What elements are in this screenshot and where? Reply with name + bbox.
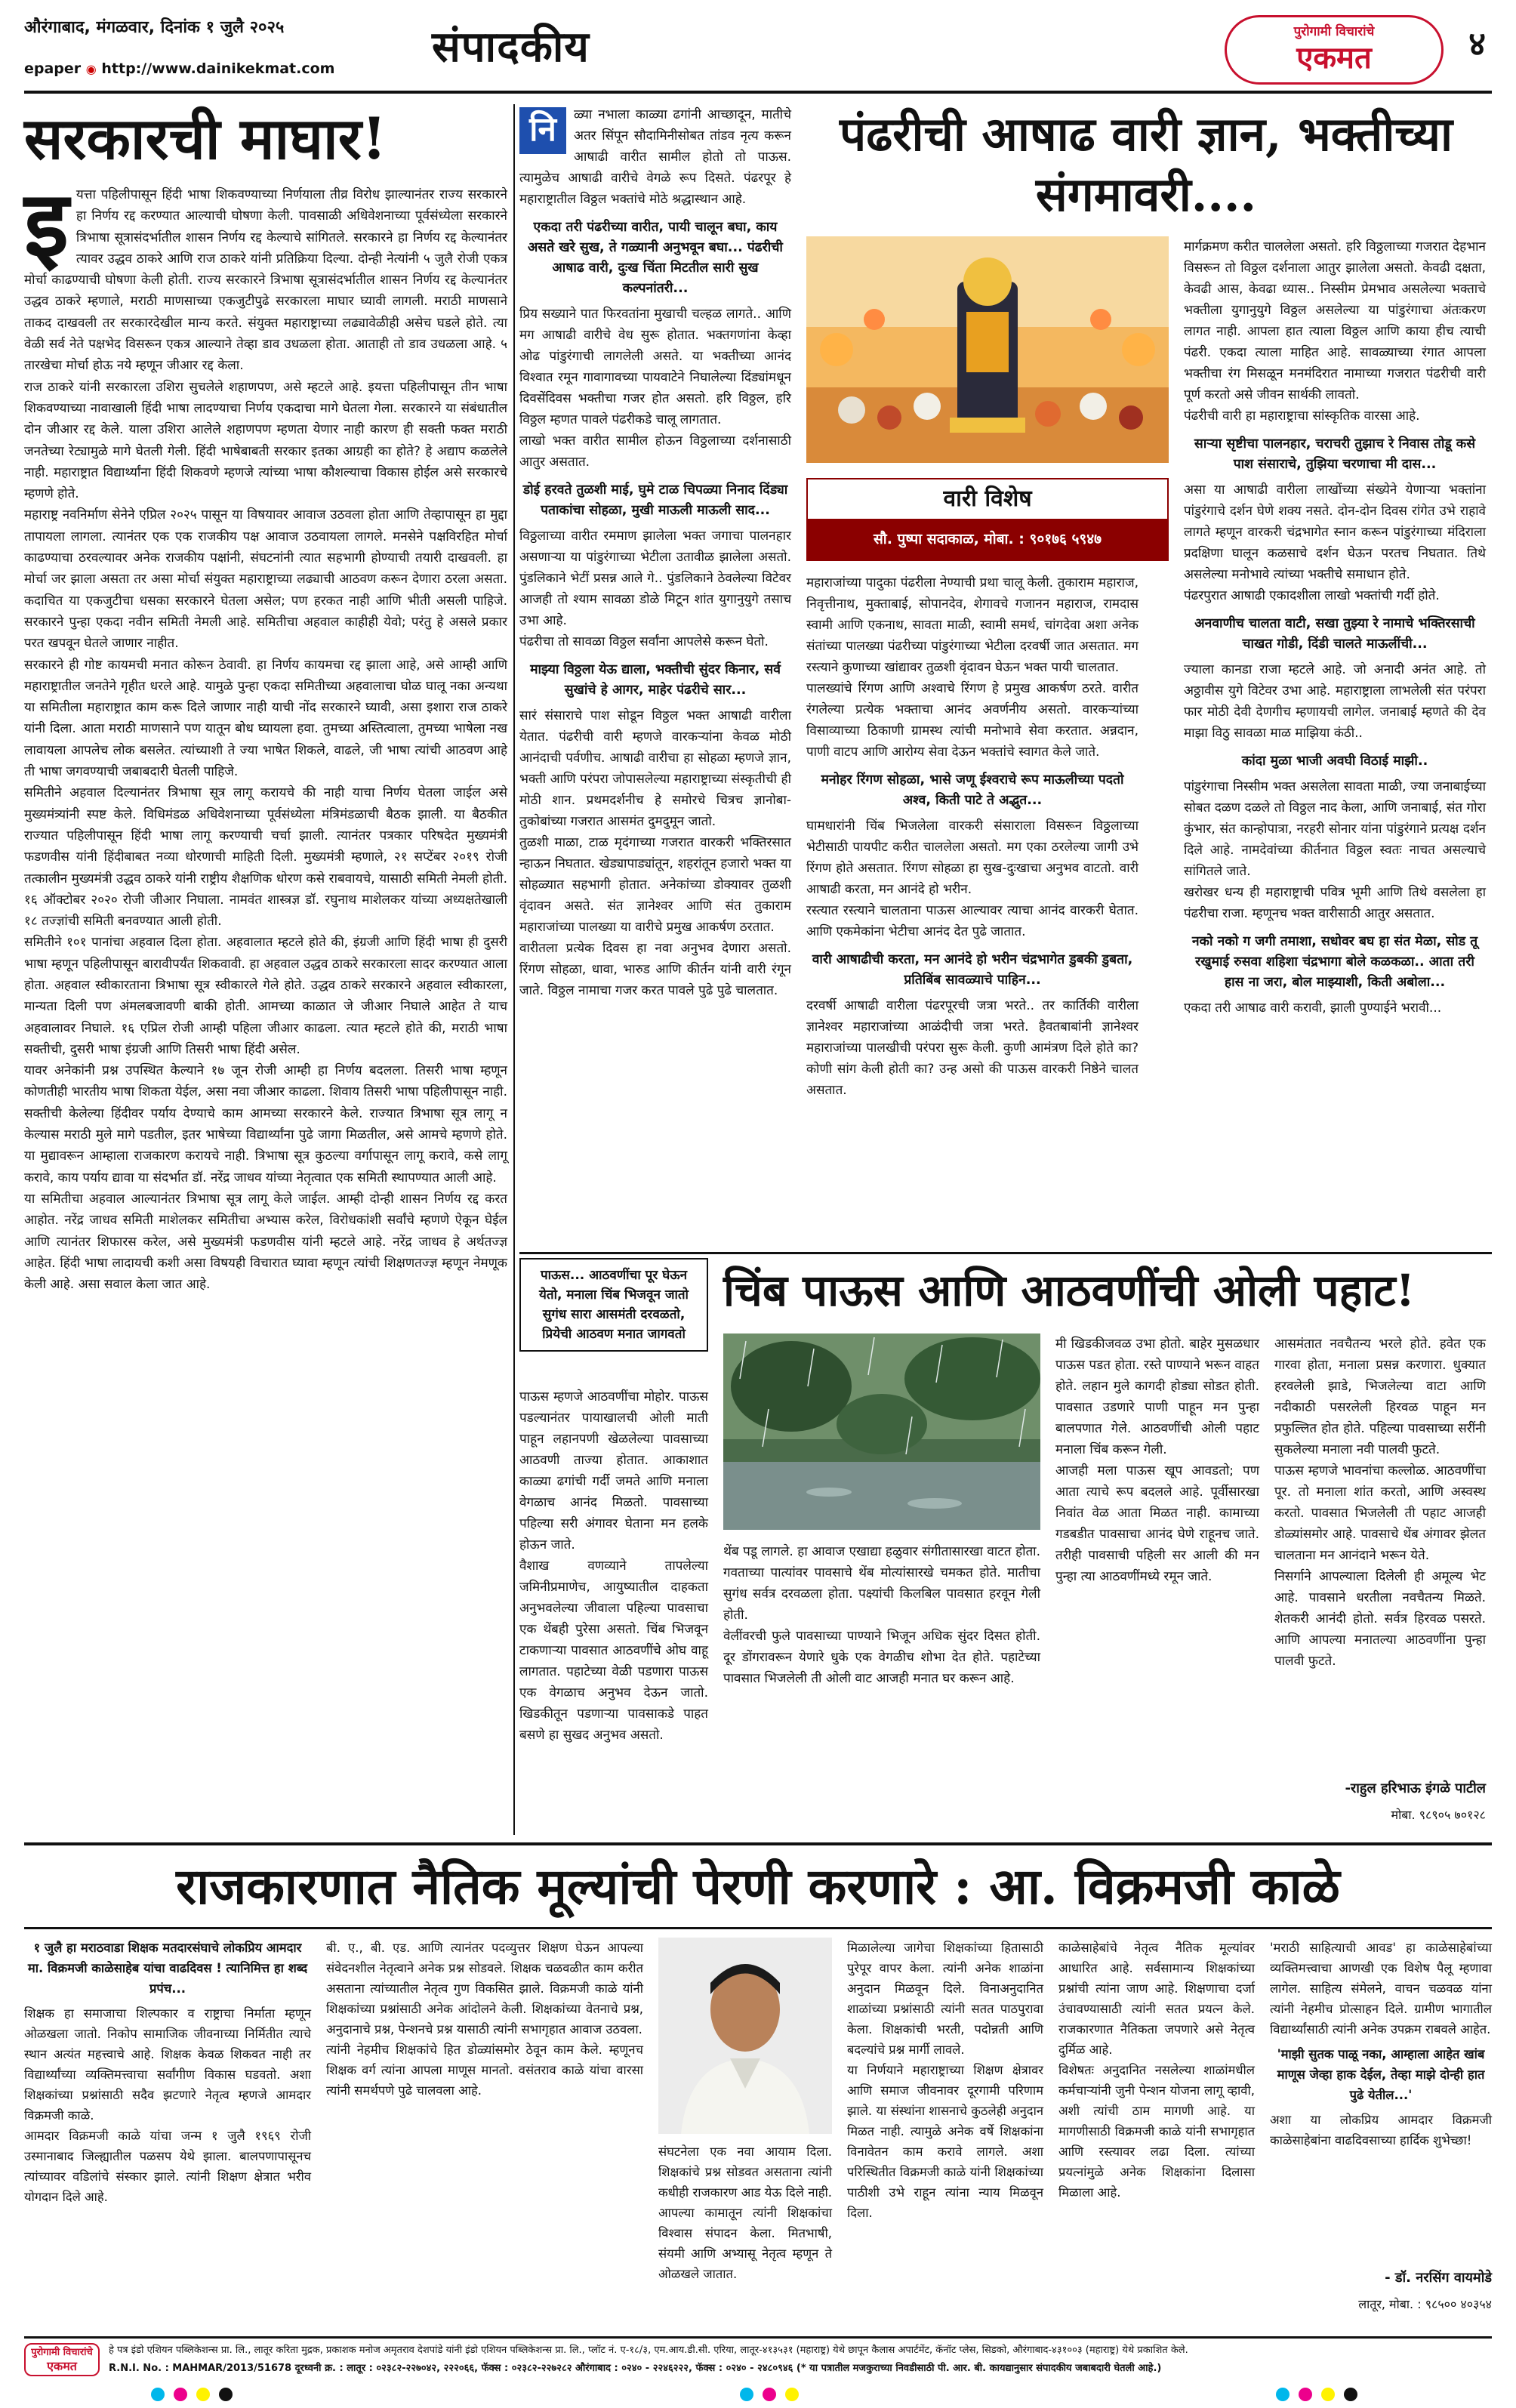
initial-badge: नि <box>519 107 566 154</box>
wari-column-3 <box>1184 236 1486 1019</box>
rain-column-2 <box>723 1541 1040 1689</box>
vikram-column-2 <box>326 1938 643 2101</box>
wari-feature <box>519 104 1492 1252</box>
registration-mark-icon <box>1276 2388 1290 2401</box>
editorial-paragraph: समितीने अहवाल दिल्यानंतर त्रिभाषा सूत्र लागू करायचे की नाही याचा निर्णय घेतला जाईल असे मुख्यमंत्र्यांनी स्पष्ट केले. विधिमंडळ अधिवेशनाच्या पूर्वसंध्येला मंत्रिमंडळाची बैठक झाली. या बैठकीत राज्यात पहिलीपासून हिंदी भाषा लागू करण्याची चर्चा झाली. त्यानंतर पत्रकार परिषदेत मुख्यमंत्री फडणवीस यांनी हिंदीबाबत नव्या धोरणाची माहिती दिली. मुख्यमंत्री म्हणाले, २१ सप्टेंबर २०१९ रोजी तत्कालीन मुख्यमंत्री उद्धव ठाकरे यांनी राष्ट्रीय शैक्षणिक धोरण कसे राबवायचे, यासाठी समिती नेमली होती. १६ ऑक्टोबर २०२० रोजी जीआर निघाला. नामवंत शास्त्रज्ञ डॉ. रघुनाथ माशेलकर यांच्या अध्यक्षतेखाली १८ तज्ज्ञांची समिती बनवण्यात आली होती. <box>24 785 507 930</box>
logo-tagline: पुरोगामी विचारांचे <box>1293 24 1375 39</box>
wari-subhead: कांदा मुळा भाजी अवघी विठाई माझी.. <box>1241 754 1428 769</box>
editorial-article <box>24 104 507 1295</box>
epaper-link[interactable] <box>24 60 417 77</box>
wari-paragraph: ज्याला कानडा राजा म्हटले आहे. जो अनादी अनंत आहे. तो अठ्ठावीस युगे विटेवर उभा आहे. महाराष्ट्राला लाभलेली संत परंपरा फार मोठी देवी देणगीच म्हणायची लागेल. जनाबाई म्हणते की देव माझा विठु सावळा माळ माझिया कंठी.. <box>1184 662 1486 741</box>
epaper-label: epaper <box>24 60 82 77</box>
wari-paragraph: मार्गक्रमण करीत चाललेला असतो. हरि विठ्ठलाच्या गजरात देहभान विसरून तो विठ्ठल दर्शनाला आतुर झालेला असतो. केवढी दक्षता, केवढी आस, केवढा ध्यास.. निस्सीम प्रेमभाव असलेल्या भक्ताचे भक्तीला युगानुयुगे विठ्ठल असलेल्या या पांडुरंगाचा अंतःकरण लागत नाही. आपला हात त्याला विठ्ठल आणि काया हीच त्याची पंढरी. एकदा त्याला माहित आहे. सावळ्याच्या रंगात आपला भक्तीचा रंग मिसळून मनमंदिरात नामाच्या गजरात पंढरीची वारी पूर्ण करतो असे जीवन सार्थकी लावतो. <box>1184 239 1486 402</box>
masthead-left <box>24 15 417 77</box>
section-divider <box>519 1252 1492 1254</box>
editorial-paragraph: राज ठाकरे यांनी सरकारला उशिरा सुचलेले शहाणपण, असे म्हटले आहे. इयत्ता पहिलीपासून तीन भाषा शिकवण्याच्या नावाखाली हिंदी भाषा लादण्याचा निर्णय एकदाचा मागे घेतला गेला. सरकारने या संबंधातील दोन जीआर रद्द केले. याला उशिरा आलेले शहाणपण म्हणता येणार नाही कारण ही सक्ती फक्त मराठी जनतेच्या रेट्यामुळे मागे घेतली गेली. हिंदी भाषेबाबती सरकार इतका आग्रही का होते? हे अद्याप कळलेले नाही. महाराष्ट्रात विद्यार्थ्यांना हिंदी शिकवणे म्हणजे त्यांच्या भाषा कौशल्याचा विकास होईल असे सरकारचे म्हणणे होते. <box>24 379 507 502</box>
vikram-column-4 <box>847 1938 1043 2223</box>
wari-paragraph: एकदा तरी आषाढ वारी करावी, झाली पुण्याईने भरावी... <box>1184 1001 1442 1016</box>
registration-mark-icon <box>1299 2388 1312 2401</box>
wari-subhead: डोई हरवते तुळशी माई, घुमे टाळ चिपळ्या निनाद दिंड्या पताकांचा सोहळा, मुखी माऊली माऊली साद... <box>522 483 788 518</box>
drop-cap: इ <box>24 172 69 277</box>
print-imprint <box>24 2336 1492 2379</box>
wari-paragraph: पंढरपुरात आषाढी एकादशीला लाखो भक्तांची गर्दी होते. <box>1184 588 1440 603</box>
wari-paragraph: खरोखर धन्य ही महाराष्ट्राची पवित्र भूमी आणि तिथे वसलेला हा पंढरीचा राजा. म्हणूनच भक्त वारीसाठी आतुर असतात. <box>1184 885 1486 921</box>
editorial-paragraph: महाराष्ट्र नवनिर्माण सेनेने एप्रिल २०२५ पासून या विषयावर आवाज उठवला होता आणि तेव्हापासून हा मुद्दा तापायला लागला. त्यानंतर एक एक राजकीय पक्ष आवाज उठवायला लागले. मनसेने पक्षविरहित मोर्चा काढण्याचा ठरवल्यावर अनेक राजकीय पक्षांनी, संघटनांनी त्यात सहभागी होण्याची तयारी दाखवली. हा मोर्चा जर झाला असता तर असा मोर्चा संयुक्त महाराष्ट्राच्या लढ्याची आठवण करून देणारा ठरला असता. कदाचित या एकजुटीचा धसका सरकारने घेतला असेल; पण हरकत नाही आणि भीती असली पाहिजे. सरकारने पुन्हा एकदा नवीन समिती नेमली आहे. समितीचा अहवाल काहीही येवो; परंतु हे असले प्रकार परत खपवून घेतले जाणार नाहीत. <box>24 507 507 652</box>
wari-paragraph: पालख्यांचे रिंगण आणि अश्वाचे रिंगण हे प्रमुख आकर्षण ठरते. वारीत रंगलेल्या प्रत्येक भक्ताचा आनंद अवर्णनीय असतो. वारकऱ्यांच्या विसाव्याच्या ठिकाणी ग्रामस्थ त्यांची मनोभावे सेवा करतात. अन्नदान, पाणी वाटप आणि आरोग्य सेवा देऊन भक्तांचे स्वागत केले जाते. <box>806 681 1139 760</box>
wari-subhead: साऱ्या सृष्टीचा पालनहार, चराचरी तुझाच रे निवास तोडू कसे पाश संसाराचे, तुझिया चरणाचा मी दास... <box>1194 436 1476 472</box>
wari-subhead: माझ्या विठ्ठला येऊ द्याला, भक्तीची सुंदर किनार, सर्व सुखांचे हे आगर, माहेर पंढरीचे सार... <box>530 662 781 698</box>
wari-column-1 <box>519 104 791 1001</box>
registration-mark-icon <box>174 2388 187 2401</box>
newspaper-logo <box>1225 15 1444 85</box>
rain-column-3 <box>1055 1333 1259 1587</box>
wari-intro: ळ्या नभाला काळ्या ढगांनी आच्छादून, मातीचे अतर सिंपून सौदामिनीसोबत तांडव नृत्य करून आषाढी वारीत सामील होतो तो पाऊस. त्यामुळेच आषाढी वारीचे वेगळे रूप दिसते. पंढरपूर हे महाराष्ट्रातील विठ्ठल भक्तांचे मोठे श्रद्धास्थान आहे. <box>519 107 791 207</box>
vikram-column-5 <box>1058 1938 1255 2203</box>
rainy-garden-image <box>723 1333 1040 1530</box>
logo-name: एकमत <box>1296 41 1372 76</box>
wari-column-2 <box>806 572 1139 1101</box>
wari-paragraph: दरवर्षी आषाढी वारीला पंढरपूरची जत्रा भरते.. तर कार्तिकी वारीला ज्ञानेश्वर महाराजांच्या आळंदीची जत्रा भरते. हैवतबाबांनी ज्ञानेश्वर महाराजांच्या पालखीची परंपरा सुरू केली. कुणी आमंत्रण दिले होते का? कोणी सांग केली होती का? उन्ह असो की पाऊस वारकरी निष्ठेने चालत असतात. <box>806 998 1139 1098</box>
wari-subhead: एकदा तरी पंढरीच्या वारीत, पायी चालून बघा, काय असते खरे सुख, ते गळ्यानी अनुभवून बघा... पंढरीची आषाढ वारी, दुःख चिंता मिटतील सारी सुख कल्पनांतरी... <box>528 220 783 296</box>
vikram-paragraph: बी. ए., बी. एड. आणि त्यानंतर पदव्युत्तर शिक्षण घेऊन आपल्या संवेदनशील नेतृत्वाने अनेक प्रश्न सोडवले. शिक्षक चळवळीत काम करीत असताना त्यांच्यातील नेतृत्व गुण विकसित झाले. विक्रमजी काळे यांनी शिक्षकांच्या प्रश्नांसाठी अनेक आंदोलने केली. शिक्षकांच्या वेतनाचे प्रश्न, अनुदानाचे प्रश्न, पेन्शनचे प्रश्न यासाठी त्यांनी सभागृहात आवाज उठवला. <box>326 1941 643 2036</box>
registration-marks <box>0 2388 1516 2403</box>
rain-photo <box>723 1333 1040 1530</box>
vikram-lead: १ जुलै हा मराठवाडा शिक्षक मतदारसंघाचे लोकप्रिय आमदार मा. विक्रमजी काळेसाहेब यांचा वाढदिवस ! त्यानिमित्त हा शब्द प्रपंच... <box>27 1941 308 1996</box>
wari-subhead: अनवाणीच चालता वाटी, सखा तुझ्या रे नामाचे भक्तिरसाची चाखत गोडी, दिंडी चालते माऊलींची... <box>1194 616 1475 652</box>
wari-paragraph: पांडुरंगाचा निस्सीम भक्त असलेला सावता माळी, ज्या जनाबाईच्या सोबत दळण दळले तो विठ्ठल नाद केला, आणि जनाबाई, संत गोरा कुंभार, संत कान्होपात्रा, नरहरी सोनार यांना पांडुरंगाने प्रत्यक्ष दर्शन दिले आहे. नामदेवांच्या कीर्तनात विठ्ठल स्वतः नाचत असल्याचे सांगितले जाते. <box>1184 779 1486 879</box>
vikram-paragraph: त्यांनी नेहमीच शिक्षकांचे हित डोळ्यांसमोर ठेवून काम केले. म्हणूनच शिक्षक वर्ग त्यांना आपला माणूस मानतो. वसंतराव काळे यांचा वारसा त्यांनी समर्थपणे पुढे चालवला आहे. <box>326 2043 643 2098</box>
rain-paragraph: थेंब पडू लागले. हा आवाज एखाद्या हळुवार संगीतासारखा वाटत होता. गवताच्या पात्यांवर पावसाचे थेंब मोत्यांसारखे चमकत होते. मातीचा सुगंध सर्वत्र दरवळला होता. पक्ष्यांची किलबिल पावसात हरवून गेली होती. <box>723 1544 1040 1623</box>
wari-subhead: मनोहर रिंगण सोहळा, भासे जणू ईश्वराचे रूप माऊलीच्या पदतो अश्व, किती पाटे ते अद्भुत... <box>821 772 1124 808</box>
vikram-column-1 <box>24 1938 311 2207</box>
wari-paragraph: विठ्ठलाच्या वारीत रममाण झालेला भक्त जगाचा पालनहार असणाऱ्या या पांडुरंगाच्या भेटीला उतावीळ झालेला असतो. पुंडलिकाने भेटीं प्रसन्न आले गे.. पुंडलिकाने ठेवलेल्या विटेवर आजही तो श्याम सावळा डोळे मिटून शांत युगानुयुगे तसाच उभा आहे. <box>519 529 791 628</box>
editorial-paragraph: समितीने १०१ पानांचा अहवाल दिला होता. अहवालात म्हटले होते की, इंग्रजी आणि हिंदी भाषा ही दुसरी भाषा म्हणून पहिलीपासून बारावीपर्यंत शिकवावी. हा अहवाल उद्धव ठाकरे सरकारला सादर करण्यात आला होता. अहवाल स्वीकारताना त्रिभाषा सूत्र स्वीकारले गेले होते. उद्धव ठाकरे सरकारने अहवाल स्वीकारला, मान्यता दिली पण अंमलबजावणी बाकी होती. आमच्या काळात जे जीआर निघाले आहेत ते याच अहवालावर निघाले. १६ एप्रिल रोजी आम्ही पहिला जीआर काढला. त्यात म्हटले होते की, मराठी भाषा सक्तीची, दुसरी भाषा इंग्रजी आणि तिसरी भाषा हिंदी असेल. <box>24 935 507 1057</box>
rain-headline: चिंब पाऊस आणि आठवणींची ओली पहाट! <box>723 1265 1416 1316</box>
editorial-paragraph: सरकारने ही गोष्ट कायमची मनात कोरून ठेवावी. हा निर्णय कायमचा रद्द झाला आहे, असे आम्ही आणि महाराष्ट्रातील जनतेने गृहीत धरले आहे. यामुळे पुन्हा एकदा समितीच्या अहवालाचा घोळ घालू नका अन्यथा या समितीला महाराष्ट्रात काम करू दिले जाणार नाही याची नोंद सरकारने घ्यावी, असा इशारा राज ठाकरे यांनी दिला. आता मराठी माणसाने पण यातून बोध घ्यायला हवा. तुमच्या अस्तित्वाला, तुमच्या भाषेला नख लावायला आपलेच लोक बसलेत. त्यांच्याशी ते ज्या भाषेत शिकले, वाढले, जी भाषा त्यांची आठवण आहे ती भाषा जगवण्याची जबाबदारी घेतली पाहिजे. <box>24 657 507 780</box>
rain-paragraph: वैशाख वणव्याने तापलेल्या जमिनीप्रमाणेच, आयुष्यातील दाहकता अनुभवलेल्या जीवाला पहिल्या पावसाचा एक थेंबही पुरेसा असतो. चिंब भिजवून टाकणाऱ्या पावसात आठवणींचे ओघ वाहू लागतात. पहाटेच्या वेळी पडणारा पाऊस एक वेगळाच अनुभव देऊन जातो. खिडकीतून पडणाऱ्या पावसाकडे पाहत बसणे हा सुखद अनुभव असतो. <box>519 1559 708 1743</box>
registration-mark-icon <box>740 2388 753 2401</box>
rain-paragraph: निसर्गाने आपल्याला दिलेली ही अमूल्य भेट आहे. पावसाने धरतीला नवचैतन्य मिळते. शेतकरी आनंदी होतो. सर्वत्र हिरवळ पसरते. आणि आपल्या मनातल्या आठवणींना पुन्हा पालवी फुटते. <box>1274 1569 1486 1669</box>
editorial-paragraph: यावर अनेकांनी प्रश्न उपस्थित केल्याने १७ जून रोजी आम्ही हा निर्णय बदलला. तिसरी भाषा म्हणून कोणतीही भारतीय भाषा शिकता येईल, असा नवा जीआर काढला. शिवाय तिसरी भाषा पहिलीपासून नाही. सक्तीची केलेल्या हिंदीवर पर्याय देण्याचे काम आमच्या सरकारने केले. राज्यात त्रिभाषा सूत्र लागू न केल्यास मराठी मुले मागे पडतील, इतर भाषेच्या विद्यार्थ्यांना पुढे जागा मिळतील, असे आमचे म्हणणे होते. या मुद्यावरून आम्हाला राजकारण करायचे नाही. त्रिभाषा सूत्र कुठल्या वर्गापासून लागू करावे, कसे लागू करावे, काय पर्याय द्यावा या संदर्भात डॉ. नरेंद्र जाधव यांच्या नेतृत्वात एक समिती स्थापण्यात आली आहे. <box>24 1063 507 1186</box>
vikram-author: - डॉ. नरसिंग वायमोडे <box>1385 2270 1492 2286</box>
imprint-logo-tagline: पुरोगामी विचारांचे <box>31 2347 93 2358</box>
editorial-paragraph: यत्ता पहिलीपासून हिंदी भाषा शिकवण्याच्या निर्णयाला तीव्र विरोध झाल्यानंतर राज्य सरकारने हा निर्णय रद्द करण्यात आल्याची घोषणा केली. पावसाळी अधिवेशनाच्या पूर्वसंध्येला सरकारने त्रिभाषा सूत्रासंदर्भातील शासन निर्णय रद्द केल्याचे सांगितले. सरकारने हा निर्णय रद्द केल्यानंतर त्यावर उद्धव ठाकरे आणि राज ठाकरे यांनी प्रतिक्रिया दिल्या. दोन्ही नेत्यांनी ५ जुलै रोजी एकत्र मोर्चा काढण्याची घोषणा केली होती. राज्य सरकारने त्रिभाषा सूत्रासंदर्भातील शासन निर्णय रद्द केल्यानंतर उद्धव ठाकरे म्हणाले, मराठी माणसाच्या एकजुटीपुढे सरकारला माघार घ्यावी लागली. मराठी माणसाने ताकद दाखवली तर सरकारदेखील मान्य करते. संयुक्त महाराष्ट्राच्या लढ्यावेळीही असेच घडले होते. त्या वेळी सर्व नेते पक्षभेद विसरून एकत्र आल्याने तेव्हा डाव उधळला होता. आताही तो डाव उधळला आहे. ५ तारखेचा मोर्चा होऊ नये म्हणून जीआर रद्द केला. <box>24 187 507 374</box>
vikram-paragraph: अशा या लोकप्रिय आमदार विक्रमजी काळेसाहेबांना वाढदिवसाच्या हार्दिक शुभेच्छा! <box>1270 2113 1492 2147</box>
rain-paragraph: पाऊस म्हणजे भावनांचा कल्लोळ. आठवणींचा पूर. तो मनाला शांत करतो, आणि अस्वस्थ करतो. पावसात भिजलेली ती पहाट आजही डोळ्यांसमोर आहे. पावसाचे थेंब अंगावर झेलत चालताना मन आनंदाने भरून येते. <box>1274 1463 1486 1563</box>
rain-column-4 <box>1274 1333 1486 1672</box>
vikram-author-contact: लातूर, मोबा. : ९८५०० ४०३५४ <box>1358 2297 1492 2311</box>
registration-mark-icon <box>785 2388 799 2401</box>
headline-rule <box>24 1927 1492 1929</box>
rain-author: -राहुल हरिभाऊ इंगळे पाटील <box>1345 1781 1486 1796</box>
vikram-column-3 <box>658 2141 832 2284</box>
editorial-headline: सरकारची माघार! <box>24 105 387 172</box>
wari-paragraph: महाराजांच्या पादुका पंढरीला नेण्याची प्रथा चालू केली. तुकाराम महाराज, निवृत्तीनाथ, मुक्ताबाई, सोपानदेव, शेगावचे गजानन महाराज, रामदास स्वामी आणि एकनाथ, सावता माळी, स्वामी समर्थ, चांगदेवा अशा अनेक संतांच्या पालख्या पंढरीच्या पांडुरंगाच्या भेटीला दरवर्षी जात असतात. मग रस्त्याने कुणाच्या खांद्यावर तुळशी वृंदावन घेऊन भक्त पायी चालतात. <box>806 575 1139 675</box>
registration-mark-icon <box>763 2388 776 2401</box>
rain-author-phone: मोबा. ९८९०५ ७०१२८ <box>1391 1808 1486 1822</box>
rain-paragraph: पाऊस म्हणजे आठवणींचा मोहोर. पाऊस पडल्यानंतर पायाखालची ओली माती पाहून लहानपणी खेळलेल्या पावसाच्या आठवणी ताज्या होतात. आकाशात काळ्या ढगांची गर्दी जमते आणि मनाला वेगळाच आनंद मिळतो. पावसाच्या पहिल्या सरी अंगावर घेताना मन हलके होऊन जाते. <box>519 1389 708 1552</box>
pull-quote: पाऊस... आठवणींचा पूर घेऊन येतो, मनाला चिंब भिजवून जातो सुगंध सारा आसमंती दरवळतो, प्रियेची आठवण मनात जागवतो <box>519 1258 708 1352</box>
wari-paragraph: घामधारांनी चिंब भिजलेला वारकरी संसाराला विसरून विठ्ठलाच्या भेटीसाठी पायपीट करीत चाललेला असतो. मग एका ठरलेल्या जागी उभे रिंगण होते असतात. रिंगण सोहळा हा सुख-दुःखाचा अनुभव वाटतो. वारी आषाढी करता, मन आनंदे हो भरीन. <box>806 819 1139 897</box>
vikram-paragraph: या निर्णयाने महाराष्ट्राच्या शिक्षण क्षेत्रावर आणि समाज जीवनावर दूरगामी परिणाम झाले. या संस्थांना शासनाचे कुठलेही अनुदान मिळत नाही. त्यामुळे अनेक वर्षे शिक्षकांना विनावेतन काम करावे लागले. अशा परिस्थितीत विक्रमजी काळे यांनी शिक्षकांच्या पाठीशी उभे राहून त्यांना न्याय मिळवून दिला. <box>847 2063 1043 2220</box>
vikram-paragraph: विशेषतः अनुदानित नसलेल्या शाळांमधील कर्मचाऱ्यांनी जुनी पेन्शन योजना लागू व्हावी, अशी त्यांची ठाम मागणी आहे. या मागणीसाठी विक्रमजी काळे यांनी सभागृहात आणि रस्त्यावर लढा दिला. त्यांच्या प्रयत्नांमुळे अनेक शिक्षकांना दिलासा मिळाला आहे. <box>1058 2063 1255 2200</box>
wari-paragraph: प्रिय सख्याने पात फिरवतांना मुखाची चल्हळ लागते.. आणि मग आषाढी वारीचे वेध सुरू होतात. भक्तगणांना केव्हा ओढ पांडुरंगाची लागलेली असते. या भक्तीच्या आनंद विश्वात रमून गावागावच्या पायवाटेने निघालेल्या दिंड्यांमधून दिवसेंदिवस भक्तीचा गजर होत असतो. हरि विठ्ठल, हरि विठ्ठल म्हणत पावले पंढरीकडे चालू लागतात. <box>519 307 791 427</box>
masthead <box>24 15 1492 94</box>
wari-paragraph: पंढरीची वारी हा महाराष्ट्राचा सांस्कृतिक वारसा आहे. <box>1184 409 1420 424</box>
vikram-kale-feature <box>24 1842 1492 2326</box>
vikram-paragraph: संघटनेला एक नवा आयाम दिला. शिक्षकांचे प्रश्न सोडवत असताना त्यांनी कधीही राजकारण आड येऊ दिले नाही. आपल्या कामातून त्यांनी शिक्षकांचा विश्वास संपादन केला. मितभाषी, संयमी आणि अभ्यासू नेतृत्व म्हणून ते ओळखले जातात. <box>658 2144 832 2281</box>
vikram-paragraph: काळेसाहेबांचे नेतृत्व नैतिक मूल्यांवर आधारित आहे. सर्वसामान्य शिक्षकांच्या प्रश्नांची त्यांना जाण आहे. शिक्षणाचा दर्जा उंचावण्यासाठी त्यांनी सतत प्रयत्न केले. राजकारणात नैतिकता जपणारे असे नेतृत्व दुर्मिळ आहे. <box>1058 1941 1255 2057</box>
vitthal-procession-image <box>806 236 1169 463</box>
editorial-body <box>24 172 507 1295</box>
vikram-paragraph: मिळालेल्या जागेचा शिक्षकांच्या हितासाठी पुरेपूर वापर केला. त्यांनी अनेक शाळांना अनुदान मिळवून दिले. विनाअनुदानित शाळांच्या प्रश्नांसाठी त्यांनी सतत पाठपुरावा केला. शिक्षकांची भरती, पदोन्नती आणि बदल्यांचे प्रश्न मार्गी लावले. <box>847 1941 1043 2057</box>
registration-mark-icon <box>196 2388 210 2401</box>
imprint-line: R.N.I. No. : MAHMAR/2013/51678 दूरध्वनी क्र. : लातूर : ०२३८२-२२७०४२, २२२०६६, फॅक्स : ०२३८२-२२७२८२ औरंगाबाद : ०२४० - २२४६२२२, फॅक्स : ०२४० - २४८०९४६ (* या पत्रातील मजकुराच्या निवडीसाठी पी. आर. बी. कायद्यानुसार संपादकीय जबाबदारी घेतली आहे.) <box>109 2363 1162 2374</box>
registration-mark-icon <box>1321 2388 1335 2401</box>
wari-paragraph: रस्त्यात रस्त्याने चालताना पाऊस आल्यावर त्याचा आनंद वारकरी घेतात. आणि एकमेकांना भेटीचा आनंद देत पुढे जातात. <box>806 903 1139 939</box>
wari-paragraph: वारीतला प्रत्येक दिवस हा नवा अनुभव देणारा असतो. रिंगण सोहळा, धावा, भारुड आणि कीर्तन यांनी वारी रंगून जाते. विठ्ठल नामाचा गजर करत पावले पुढे पुढे चालतात. <box>519 941 791 998</box>
rain-paragraph: मी खिडकीजवळ उभा होतो. बाहेर मुसळधार पाऊस पडत होता. रस्ते पाण्याने भरून वाहत होते. लहान मुले कागदी होड्या सोडत होती. पावसात उडणारे पाणी पाहून मन पुन्हा बालपणात गेले. आठवणींची ओली पहाट मनाला चिंब करून गेली. <box>1055 1337 1259 1457</box>
page-number: ४ <box>1468 25 1486 63</box>
vikram-paragraph: शिक्षक हा समाजाचा शिल्पकार व राष्ट्राचा निर्माता म्हणून ओळखला जातो. निकोप सामाजिक जीवनाच्या निर्मितीत त्याचे स्थान अत्यंत महत्त्वाचे आहे. शिक्षक केवळ शिकवत नाही तर विद्यार्थ्यांच्या व्यक्तिमत्त्वाचा सर्वांगीण विकास घडवतो. अशा शिक्षकांच्या प्रश्नांसाठी सदैव झटणारे नेतृत्व म्हणजे आमदार विक्रमजी काळे. <box>24 2006 311 2123</box>
banner-title: वारी विशेष <box>808 479 1167 519</box>
vikram-paragraph: आमदार विक्रमजी काळे यांचा जन्म १ जुलै १९६९ रोजी उस्मानाबाद जिल्ह्यातील पळसप येथे झाला. बालपणापासूनच त्यांच्यावर वडिलांचे संस्कार झाले. त्यांनी शिक्षण क्षेत्रात भरीव योगदान दिले आहे. <box>24 2129 311 2204</box>
wari-paragraph: लाखो भक्त वारीत सामील होऊन विठ्ठलाच्या दर्शनासाठी आतुर असतात. <box>519 433 791 470</box>
epaper-url[interactable]: http://www.dainikekmat.com <box>101 60 335 77</box>
section-title: संपादकीय <box>432 23 590 72</box>
wari-subhead: नको नको ग जगी तमाशा, सधोवर बघ हा संत मेळा, सोड तू रखुमाई रुसवा शहिशा चंद्रभागा बोले कळकळा.. आता तरी हास ना जरा, बोल माझ्याशी, किती अबोला... <box>1191 934 1478 990</box>
wari-paragraph: सारं संसाराचे पाश सोडून विठ्ठल भक्त आषाढी वारीला येतात. पंढरीची वारी म्हणजे वारकऱ्यांना केवळ मोठी आनंदाची पर्वणीच. आषाढी वारीचा हा सोहळा म्हणजे ज्ञान, भक्ती आणि परंपरा जोपासलेल्या महाराष्ट्राच्या संस्कृतीची ही मोठी शान. प्रथमदर्शनीच हे समोरचे चित्रच ज्ञानोबा-तुकोबांच्या गजरात आसमंत दुमदुमून जातो. <box>519 708 791 829</box>
issue-date: औरंगाबाद, मंगळवार, दिनांक १ जुलै २०२५ <box>24 18 285 37</box>
vikram-headline: राजकारणात नैतिक मूल्यांची पेरणी करणारे : आ. विक्रमजी काळे <box>176 1857 1340 1916</box>
registration-mark-icon <box>219 2388 233 2401</box>
author-byline: सौ. पुष्पा सदाकाळ, मोबा. : ९०१७६ ५९४७ <box>808 519 1167 560</box>
rain-paragraph: आसमंतात नवचैतन्य भरले होते. हवेत एक गारवा होता, मनाला प्रसन्न करणारा. धुक्यात हरवलेली झाडे, भिजलेल्या वाटा आणि नदीकाठी पसरलेली हिरवळ पाहून मन प्रफुल्लित होत होते. पहिल्या पावसाच्या सरींनी सुकलेल्या मनाला नवी पालवी फुटते. <box>1274 1337 1486 1457</box>
registration-mark-icon <box>151 2388 165 2401</box>
vikram-paragraph: 'मराठी साहित्याची आवड' हा काळेसाहेबांच्या व्यक्तिमत्त्वाचा आणखी एक विशेष पैलू म्हणावा लागेल. साहित्य संमेलने, वाचन चळवळ यांना त्यांनी नेहमीच प्रोत्साहन दिले. ग्रामीण भागातील विद्यार्थ्यांसाठी त्यांनी अनेक उपक्रम राबवले आहेत. <box>1270 1941 1492 2036</box>
vikram-portrait <box>658 1938 832 2134</box>
wari-paragraph: असा या आषाढी वारीला लाखोंच्या संख्येने येणाऱ्या भक्तांना पांडुरंगाचे दर्शन घेणे शक्य नसते. दोन-दोन दिवस रांगेत उभे राहावे लागते म्हणून वारकरी चंद्रभागेत स्नान करून पांडुरंगाच्या मंदिराला प्रदक्षिणा घालून कळसाचे दर्शन घेऊन परतच निघतात. तिथे असलेल्या मनोभावे त्यांच्या भक्तीचे समाधान होते. <box>1184 483 1486 582</box>
wari-special-banner <box>806 478 1169 561</box>
wari-paragraph: पंढरीचा तो सावळा विठ्ठल सर्वांना आपलेसे करून घेतो. <box>519 634 769 649</box>
rain-paragraph: वेलींवरची फुले पावसाच्या पाण्याने भिजून अधिक सुंदर दिसत होती. दूर डोंगरावरून येणारे धुके एक वेगळीच शोभा देत होते. पहाटेच्या पावसात भिजलेली ती ओली वाट आजही मनात घर करून आहे. <box>723 1629 1040 1686</box>
wari-paragraph: तुळशी माळा, टाळ मृदंगाच्या गजरात वारकरी भक्तिरसात न्हाऊन निघतात. खेड्यापाड्यांतून, शहरांतून हजारो भक्त या सोहळ्यात सहभागी होतात. अनेकांच्या डोक्यावर तुळशी वृंदावन असते. संत ज्ञानेश्वर आणि संत तुकाराम महाराजांच्या पालख्या या वारीचे प्रमुख आकर्षण ठरतात. <box>519 835 791 935</box>
imprint-line: हे पत्र इंडो एशियन पब्लिकेशन्स प्रा. लि., लातूर करिता मुद्रक, प्रकाशक मनोज अमृतराव देशपांडे यांनी इंडो एशियन पब्लिकेशन्स प्रा. लि., प्लॉट नं. ए-१८/३, एम.आय.डी.सी. एरिया, लातूर-४१३५३१ (महाराष्ट्र) येथे छापून कैलास अपार्टमेंट, कॅनॉट प्लेस, सिडको, औरंगाबाद-४३१००३ (महाराष्ट्र) येथे प्रकाशित केले. <box>109 2345 1188 2356</box>
portrait-image <box>658 1938 832 2134</box>
imprint-logo <box>24 2343 100 2376</box>
imprint-logo-name: एकमत <box>47 2359 77 2373</box>
wari-headline: पंढरीची आषाढ वारी ज्ञान, भक्तीच्या संगमावरी.... <box>840 106 1453 222</box>
wari-subhead: वारी आषाढीची करता, मन आनंदे हो भरीन चंद्रभागेत डुबकी डुबता, प्रतिबिंब सावळ्याचे पाहिन... <box>812 952 1133 988</box>
vikram-quote: 'माझी सुतक पाळू नका, आम्हाला आहेत खांब माणूस जेव्हा हाक देईल, तेव्हा माझे दोन्ही हात पुढे येतील...' <box>1277 2047 1485 2102</box>
rain-paragraph: आजही मला पाऊस खूप आवडतो; पण आता त्याचे रूप बदलले आहे. पूर्वीसारखा निवांत वेळ आता मिळत नाही. कामाच्या गडबडीत पावसाचा आनंद घेणे राहूनच जाते. तरीही पावसाची पहिली सर आली की मन पुन्हा त्या आठवणींमध्ये रमून जाते. <box>1055 1463 1259 1584</box>
registration-mark-icon <box>1344 2388 1357 2401</box>
imprint-text <box>109 2342 1490 2378</box>
column-divider <box>513 104 515 1835</box>
rain-feature <box>519 1258 1492 1832</box>
editorial-paragraph: या समितीचा अहवाल आल्यानंतर त्रिभाषा सूत्र लागू केले जाईल. आम्ही दोन्ही शासन निर्णय रद्द करत आहोत. नरेंद्र जाधव समिती माशेलकर समितीचा अभ्यास करेल, विरोधकांशी सर्वांचे म्हणणे ऐकून घेईल आणि त्यानंतर शिफारस करेल, असे मुख्यमंत्री फडणवीस यांनी म्हटले आहे. नरेंद्र जाधव हे अर्थतज्ज्ञ आहेत. हिंदी भाषा लादायची कशी असा विषयही विचारात घ्यावा म्हणून त्यांची शिक्षणतज्ज्ञ म्हणून नेमणूक केली आहे. असा सवाल केला जात आहे. <box>24 1191 507 1293</box>
globe-icon: ◉ <box>85 62 97 76</box>
wari-photo <box>806 236 1169 463</box>
vikram-column-6 <box>1270 1938 1492 2151</box>
rain-column-1 <box>519 1386 708 1746</box>
